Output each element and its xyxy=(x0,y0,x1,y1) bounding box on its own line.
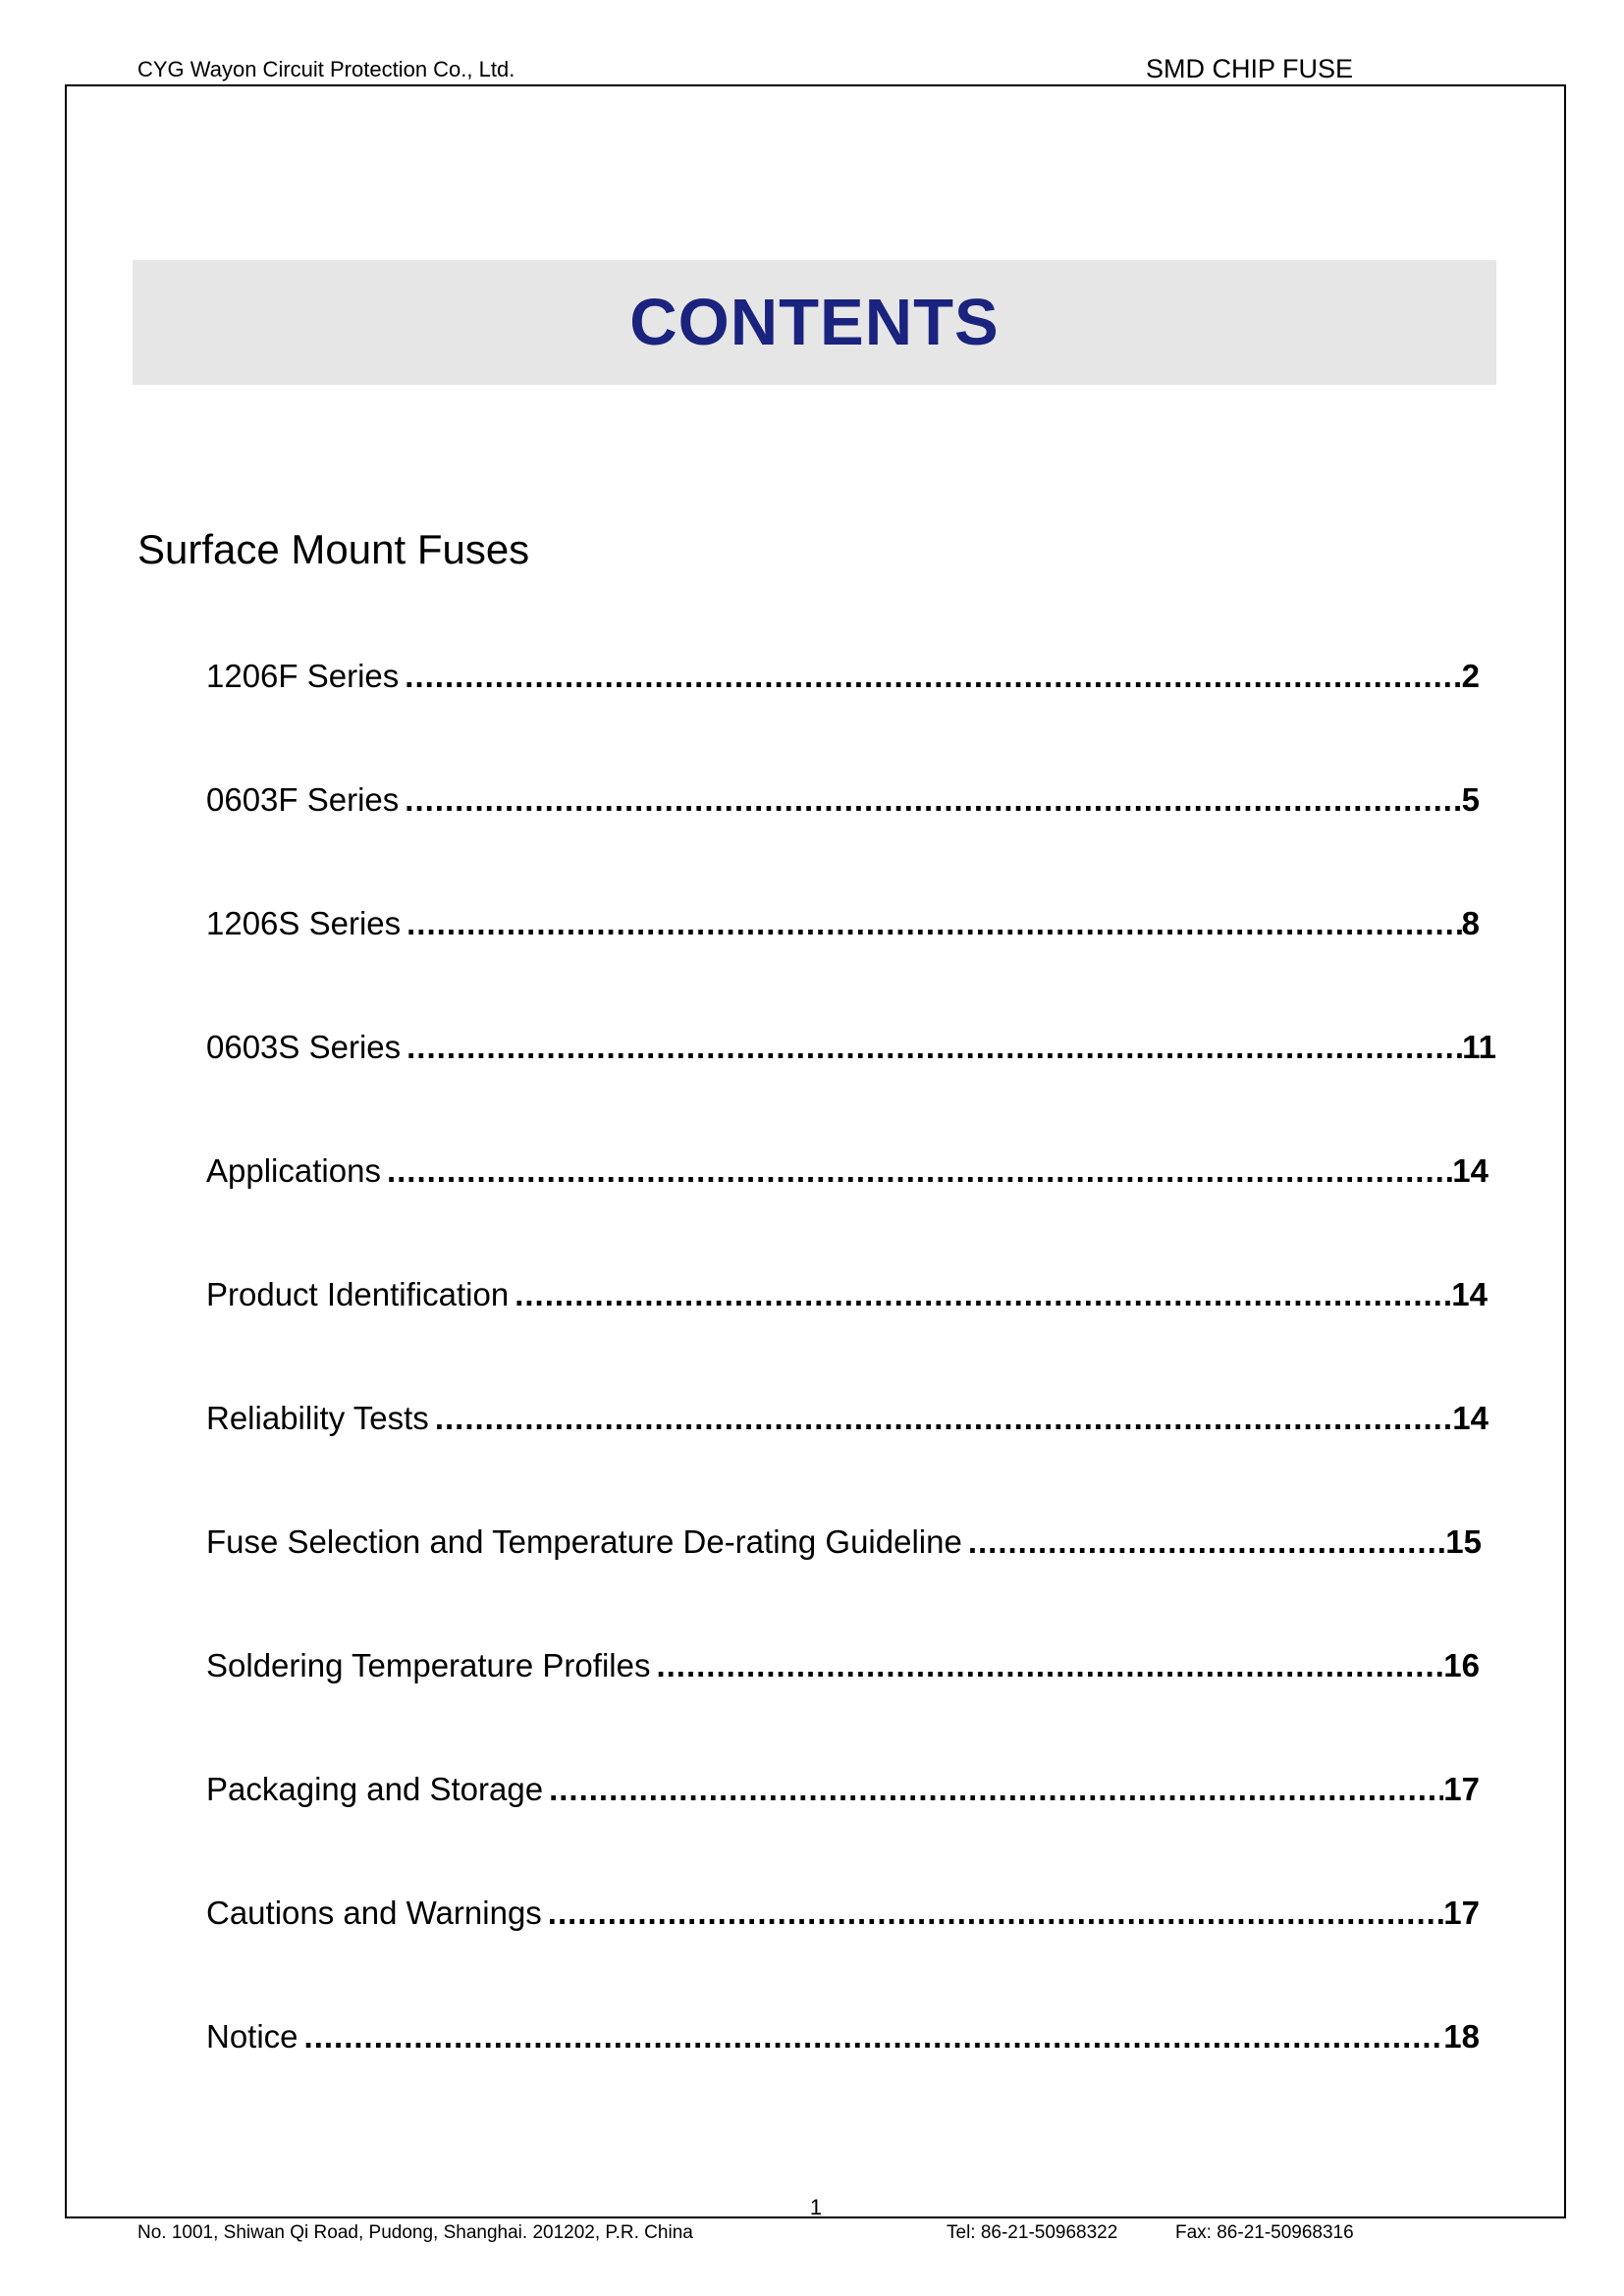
toc-entry-page: 16 xyxy=(1443,1647,1480,1683)
toc-entry-label: 0603F Series xyxy=(206,781,400,818)
toc-entry-label: Cautions and Warnings xyxy=(206,1895,542,1931)
toc-entry-0603f-series[interactable] xyxy=(206,778,1480,822)
toc-entry-page: 14 xyxy=(1451,1276,1488,1312)
toc-entry-0603s-series[interactable] xyxy=(206,1026,1496,1069)
section-heading: Surface Mount Fuses xyxy=(137,526,530,572)
toc-dot-leader xyxy=(405,655,1461,698)
toc-entry-label: Applications xyxy=(206,1152,381,1189)
toc-dot-leader xyxy=(548,1892,1443,1935)
toc-entry-label: Packaging and Storage xyxy=(206,1771,544,1807)
footer-telephone: Tel: 86-21-50968322 xyxy=(947,2222,1118,2243)
toc-entry-product-identification[interactable] xyxy=(206,1273,1488,1316)
toc-entry-page: 17 xyxy=(1443,1771,1480,1807)
toc-entry-page: 11 xyxy=(1462,1029,1496,1065)
toc-entry-label: Reliability Tests xyxy=(206,1400,429,1436)
footer-fax: Fax: 86-21-50968316 xyxy=(1175,2222,1354,2243)
toc-entry-1206f-series[interactable] xyxy=(206,655,1480,698)
footer-address: No. 1001, Shiwan Qi Road, Pudong, Shanghai. 201202, P.R. China xyxy=(137,2222,693,2243)
toc-entry-label: 1206S Series xyxy=(206,905,402,941)
toc-entry-soldering-temperature-profiles[interactable] xyxy=(206,1644,1480,1687)
toc-entry-label: 0603S Series xyxy=(206,1029,402,1065)
page-title: CONTENTS xyxy=(629,285,1000,359)
toc-entry-page: 15 xyxy=(1445,1523,1482,1560)
toc-entry-label: Fuse Selection and Temperature De-rating Guideline xyxy=(206,1523,962,1560)
toc-dot-leader xyxy=(549,1768,1443,1811)
toc-entry-reliability-tests[interactable] xyxy=(206,1397,1489,1440)
toc-entry-page: 8 xyxy=(1461,905,1480,941)
toc-entry-notice[interactable] xyxy=(206,2015,1480,2058)
toc-entry-page: 17 xyxy=(1443,1895,1480,1931)
toc-entry-label: Soldering Temperature Profiles xyxy=(206,1647,651,1683)
toc-entry-page: 14 xyxy=(1452,1152,1489,1189)
toc-entry-label: Notice xyxy=(206,2018,298,2055)
toc-dot-leader xyxy=(405,778,1461,822)
toc-dot-leader xyxy=(406,1026,1462,1069)
toc-entry-label: Product Identification xyxy=(206,1276,510,1312)
toc-dot-leader xyxy=(656,1644,1443,1687)
toc-entry-1206s-series[interactable] xyxy=(206,902,1480,945)
title-band xyxy=(133,260,1496,385)
toc-entry-packaging-and-storage[interactable] xyxy=(206,1768,1480,1811)
toc-dot-leader xyxy=(514,1273,1451,1316)
header-company-name: CYG Wayon Circuit Protection Co., Ltd. xyxy=(137,57,515,81)
page-number: 1 xyxy=(809,2195,823,2219)
toc-entry-page: 14 xyxy=(1452,1400,1489,1436)
toc-entry-page: 2 xyxy=(1461,658,1480,694)
toc-entry-page: 18 xyxy=(1443,2018,1480,2055)
toc-dot-leader xyxy=(435,1397,1452,1440)
toc-entry-label: 1206F Series xyxy=(206,658,400,694)
toc-entry-page: 5 xyxy=(1461,781,1480,818)
toc-dot-leader xyxy=(968,1521,1445,1564)
toc-dot-leader xyxy=(387,1149,1452,1193)
toc-dot-leader xyxy=(406,902,1462,945)
toc-entry-cautions-and-warnings[interactable] xyxy=(206,1892,1480,1935)
header-product-name: SMD CHIP FUSE xyxy=(1146,54,1354,83)
toc-entry-fuse-selection[interactable] xyxy=(206,1521,1482,1564)
toc-dot-leader xyxy=(304,2015,1444,2058)
toc-entry-applications[interactable] xyxy=(206,1149,1489,1193)
